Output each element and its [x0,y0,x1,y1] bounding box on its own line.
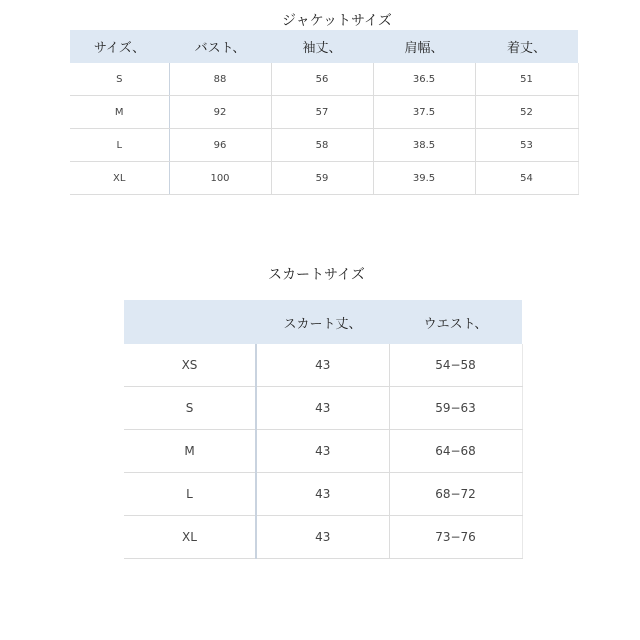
table-row [124,344,522,387]
jacket-size-title: ジャケットサイズ [282,13,392,29]
bust-cell: 96 [169,129,271,162]
shoulder-cell: 38.5 [373,129,475,162]
header-sleeve-length: 袖丈、 [271,30,373,63]
header-body-length: 着丈、 [475,30,578,63]
size-cell: S [70,63,169,96]
size-cell: L [124,473,256,516]
skirt-length-cell: 43 [256,430,389,473]
waist-cell: 73−76 [389,516,522,559]
bust-cell: 100 [169,162,271,195]
sleeve-cell: 57 [271,96,373,129]
table-header-row [124,300,522,344]
skirt-length-cell: 43 [256,344,389,387]
table-row [124,387,522,430]
size-cell: XL [70,162,169,195]
sleeve-cell: 56 [271,63,373,96]
header-bust: バスト、 [169,30,271,63]
header-size: サイズ、 [70,30,169,63]
bust-cell: 88 [169,63,271,96]
size-cell: XL [124,516,256,559]
length-cell: 52 [475,96,578,129]
waist-cell: 68−72 [389,473,522,516]
waist-cell: 59−63 [389,387,522,430]
skirt-length-cell: 43 [256,516,389,559]
table-row [70,63,578,96]
table-row [70,162,578,195]
table-row [124,430,522,473]
size-cell: M [124,430,256,473]
size-cell: M [70,96,169,129]
header-shoulder-width: 肩幅、 [373,30,475,63]
header-size [124,300,256,344]
skirt-size-title: スカートサイズ [268,267,365,283]
length-cell: 54 [475,162,578,195]
jacket-size-table [70,30,579,195]
length-cell: 51 [475,63,578,96]
shoulder-cell: 36.5 [373,63,475,96]
table-row [124,516,522,559]
table-header-row [70,30,578,63]
header-skirt-length: スカート丈、 [256,300,389,344]
shoulder-cell: 37.5 [373,96,475,129]
skirt-length-cell: 43 [256,387,389,430]
waist-cell: 64−68 [389,430,522,473]
table-row [70,129,578,162]
length-cell: 53 [475,129,578,162]
sleeve-cell: 58 [271,129,373,162]
skirt-size-table [124,300,523,559]
size-cell: L [70,129,169,162]
sleeve-cell: 59 [271,162,373,195]
shoulder-cell: 39.5 [373,162,475,195]
skirt-length-cell: 43 [256,473,389,516]
size-cell: S [124,387,256,430]
waist-cell: 54−58 [389,344,522,387]
size-cell: XS [124,344,256,387]
table-row [70,96,578,129]
bust-cell: 92 [169,96,271,129]
table-row [124,473,522,516]
header-waist: ウエスト、 [389,300,522,344]
